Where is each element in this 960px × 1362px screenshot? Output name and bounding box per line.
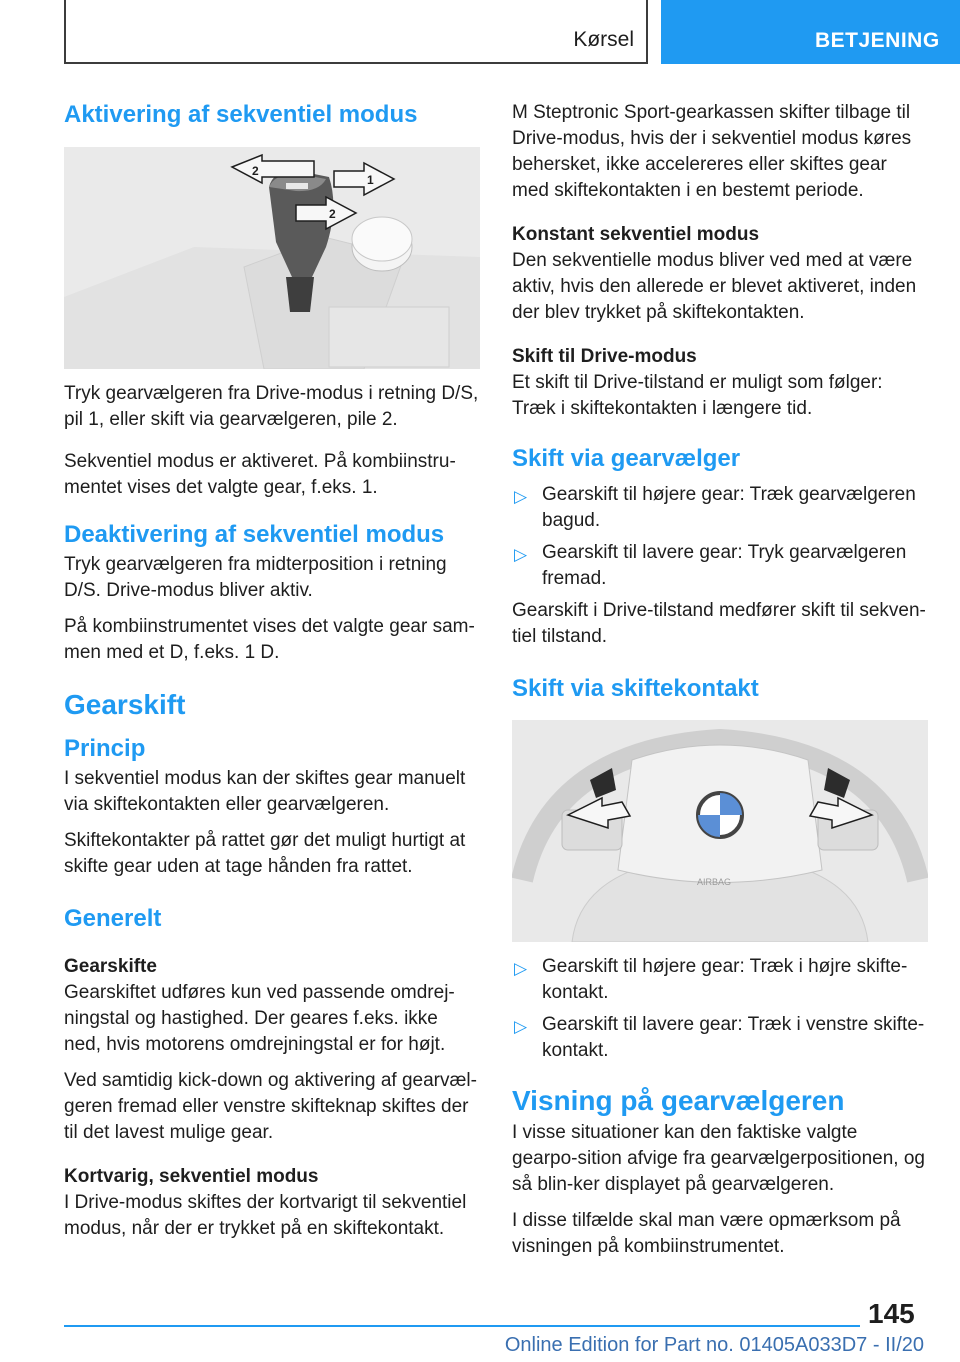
airbag-label: AIRBAG (697, 877, 732, 887)
heading-gearskift: Gearskift (64, 689, 186, 720)
header-chapter-box (64, 0, 648, 64)
text-skift-til-drive: Et skift til Drive-tilstand er muligt som følger: Træk i skiftekontakten i længere tid. (512, 372, 883, 419)
arrow-label-1: 1 (367, 173, 374, 187)
heading-kortvarig: Kortvarig, sekventiel modus (64, 1166, 319, 1187)
list-item-text: Gearskift til højere gear: Træk gearvælgeren bagud. (542, 484, 916, 531)
arrow-label-2-side: 2 (329, 207, 336, 221)
gear-selector-figure (64, 147, 480, 369)
header-section: BETJENING (815, 29, 940, 52)
triangle-bullet-icon: ▷ (514, 959, 528, 978)
text-konstant: Den sekventielle modus bliver ved med at være aktiv, hvis den allerede er blevet aktiveret, inden der blev trykket på skiftekontakten. (512, 250, 917, 323)
arrow-label-2-top: 2 (252, 164, 259, 178)
list-item (512, 540, 928, 592)
heading-deaktivering: Deaktivering af sekventiel modus (64, 521, 445, 548)
text-steptronic: M Steptronic Sport-gearkassen skifter tilbage til Drive-modus, hvis der i sekventiel modus køres behersket, ikke accelereres eller skiftes gear med skiftekontakten i en bestemt periode. (512, 102, 912, 201)
list-item (512, 954, 928, 1006)
heading-gearskifte: Gearskifte (64, 956, 157, 977)
text-sekventiel-aktiv: Sekventiel modus er aktiveret. På kombiinstru-mentet vises det valgte gear, f.eks. 1. (64, 451, 456, 498)
left-column (64, 100, 480, 1242)
text-gearskifte-1: Gearskiftet udføres kun ved passende omdrej-ningstal og hastighed. Der geares f.eks. ikke ned, hvis motorens omdrejningstal er for højt. (64, 982, 455, 1055)
list-item (512, 1012, 928, 1064)
header-section-tab (661, 0, 960, 64)
text-tryk-2: Tryk gearvælgeren fra midterposition i retning D/S. Drive-modus bliver aktiv. (64, 554, 447, 601)
list-item-text: Gearskift til lavere gear: Træk i venstre skifte-kontakt. (542, 1014, 925, 1061)
list-item-text: Gearskift til højere gear: Træk i højre skifte-kontakt. (542, 956, 908, 1003)
text-kortvarig: I Drive-modus skiftes der kortvarigt til sekventiel modus, når der er trykket på en skiftekontakt. (64, 1192, 467, 1239)
text-princip-1: I sekventiel modus kan der skiftes gear manuelt via skiftekontakten eller gearvælgeren. (64, 768, 466, 815)
triangle-bullet-icon: ▷ (514, 545, 528, 564)
text-visning-1: I visse situationer kan den faktiske valgte gearpo-sition afvige fra gearvælgerpositionen, og så blin-ker displayet på gearvælgeren. (512, 1122, 925, 1195)
steering-wheel-figure (512, 720, 928, 942)
steering-wheel-illustration (512, 720, 928, 942)
heading-aktivering: Aktivering af sekventiel modus (64, 101, 418, 128)
heading-konstant: Konstant sekventiel modus (512, 224, 760, 245)
text-gearskifte-2: Ved samtidig kick-down og aktivering af gearvæl-geren fremad eller venstre skifteknap skiftes der til det lavest mulige gear. (64, 1070, 477, 1143)
text-gearskift-drive: Gearskift i Drive-tilstand medfører skift til sekven-tiel tilstand. (512, 600, 926, 647)
text-visning-2: I disse tilfælde skal man være opmærksom på visningen på kombiinstrumentet. (512, 1210, 901, 1257)
right-column (512, 100, 928, 1260)
page-number: 145 (868, 1298, 915, 1329)
text-tryk-1: Tryk gearvælgeren fra Drive-modus i retning D/S, pil 1, eller skift via gearvælgeren, pile 2. (64, 383, 479, 430)
list-item-text: Gearskift til lavere gear: Tryk gearvælgeren fremad. (542, 542, 907, 589)
footer-divider (64, 1325, 860, 1327)
heading-via-gearvaelger: Skift via gearvælger (512, 445, 741, 472)
gear-selector-illustration (64, 147, 480, 369)
heading-via-skiftekontakt: Skift via skiftekontakt (512, 675, 759, 702)
heading-visning: Visning på gearvælgeren (512, 1085, 845, 1116)
header-chapter: Kørsel (573, 28, 634, 51)
edition-link[interactable]: Online Edition for Part no. 01405A033D7 - II/20 (504, 1334, 924, 1356)
list-item (512, 482, 928, 534)
heading-skift-til-drive: Skift til Drive-modus (512, 346, 697, 367)
heading-generelt: Generelt (64, 905, 162, 932)
heading-princip: Princip (64, 735, 146, 762)
triangle-bullet-icon: ▷ (514, 487, 528, 506)
text-kombi: På kombiinstrumentet vises det valgte gear sam-men med et D, f.eks. 1 D. (64, 616, 475, 663)
triangle-bullet-icon: ▷ (514, 1017, 528, 1036)
text-princip-2: Skiftekontakter på rattet gør det muligt hurtigt at skifte gear uden at tage hånden fra rattet. (64, 830, 466, 877)
